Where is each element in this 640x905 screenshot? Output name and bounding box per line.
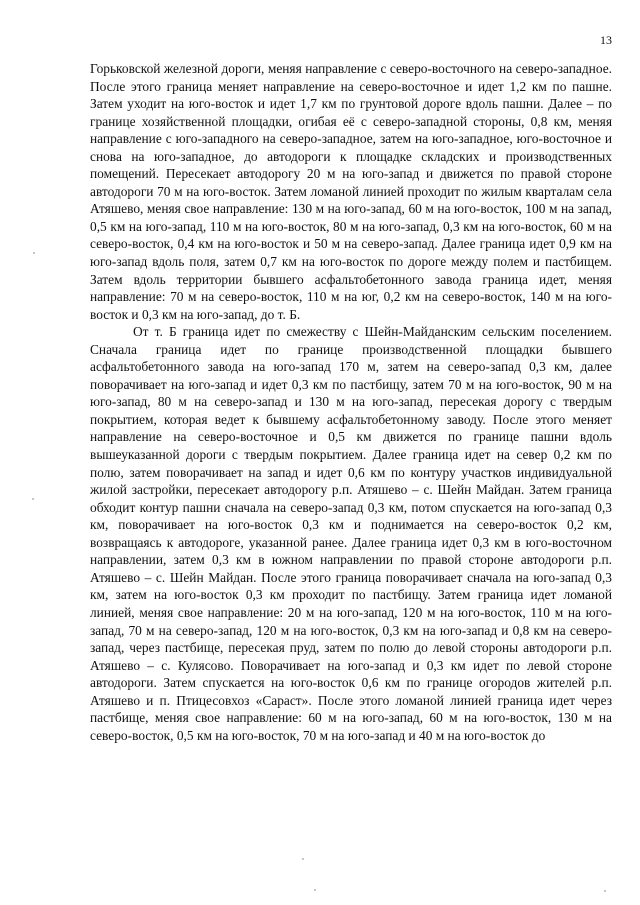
page-number: 13 xyxy=(600,33,612,47)
scan-speck xyxy=(604,890,606,892)
paragraph-boundary-continuation: Горьковской железной дороги, меняя направление с северо-восточного на северо-западное. После этого граница меняет направление на северо-восточное и идет 1,2 км по пашне. Затем уходит на юго-восток и идет 1,7 км по грунтовой дороге вдоль пашни. Далее – по границе хозяйственной площадки, огибая её с северо-западной стороны, 0,8 км, меняя направление с юго-западного на северо-западное, затем на юго-западное, юго-восточное и снова на юго-западное, до автодороги к площадке складских и производственных помещений. Пересекает автодорогу 20 м на юго-запад и движется по правой стороне автодороги 70 м на юго-восток. Затем ломаной линией проходит по жилым кварталам села Атяшево, меняя свое направление: 130 м на юго-запад, 60 м на юго-восток, 100 м на запад, 0,5 км на юго-запад, 110 м на юго-восток, 80 м на юго-запад, 0,3 км на юго-восток, 60 м на северо-восток, 0,4 км на юго-восток и 50 м на северо-запад. Далее граница идет 0,9 км на юго-запад вдоль поля, затем 0,7 км на юго-восток по дороге между полем и пастбищем. Затем вдоль территории бывшего асфальтобетонного завода граница идет, меняя направление: 70 м на северо-восток, 110 м на юг, 0,2 км на северо-восток, 140 м на юго-восток и 0,3 км на юго-запад, до т. Б. xyxy=(90,61,612,322)
scan-speck xyxy=(32,498,34,500)
scan-speck xyxy=(33,252,35,254)
document-body xyxy=(90,60,612,744)
scan-speck xyxy=(314,889,316,891)
scan-speck xyxy=(302,858,304,860)
paragraph-boundary-shein-maidan: От т. Б граница идет по смежеству с Шейн-Майданским сельским поселением. Сначала граница идет по границе производственной площадки бывшего асфальтобетонного завода на юго-запад 170 м, затем на северо-запад 0,3 км, далее поворачивает на юго-запад и идет 0,3 км по пастбищу, затем 70 м на юго-восток, 90 м на юго-запад, 80 м на северо-запад и 130 м на юго-запад, пересекая дорогу с твердым покрытием, которая ведет к бывшему асфальтобетонному заводу. После этого меняет направление на северо-восточное и 0,5 км движется по границе пашни вдоль вышеуказанной дороги с твердым покрытием. Далее граница идет на север 0,2 км по полю, затем поворачивает на запад и идет 0,6 км по контуру участков индивидуальной жилой застройки, пересекает автодорогу р.п. Атяшево – с. Шейн Майдан. Затем граница обходит контур пашни сначала на северо-запад 0,3 км, потом спускается на юго-запад 0,3 км, поворачивает на юго-восток 0,3 км и поднимается на северо-восток 0,2 км, возвращаясь к автодороге, указанной ранее. Далее граница идет 0,3 км в юго-восточном направлении, затем 0,3 км в южном направлении по правой стороне автодороги р.п. Атяшево – с. Шейн Майдан. После этого граница поворачивает сначала на юго-запад 0,3 км, затем на юго-восток 0,3 км проходит по пастбищу. Затем граница идет ломаной линией, меняя свое направление: 20 м на юго-запад, 120 м на юго-восток, 110 м на юго-запад, 70 м на северо-запад, 120 м на юго-восток, 0,3 км на юго-запад и 0,8 км на северо-запад, через пастбище, пересекая пруд, затем по полю до левой стороны автодороги р.п. Атяшево – с. Кулясово. Поворачивает на юго-запад и 0,3 км идет по левой стороне автодороги. Затем спускается на юго-восток 0,6 км по границе огородов жителей р.п. Атяшево и п. Птицесовхоз «Сараст». После этого ломаной линией граница идет через пастбище, меняя свое направление: 60 м на юго-запад, 60 м на юго-восток, 130 м на северо-восток, 0,5 км на юго-восток, 70 м на юго-запад и 40 м на юго-восток до xyxy=(90,324,612,743)
